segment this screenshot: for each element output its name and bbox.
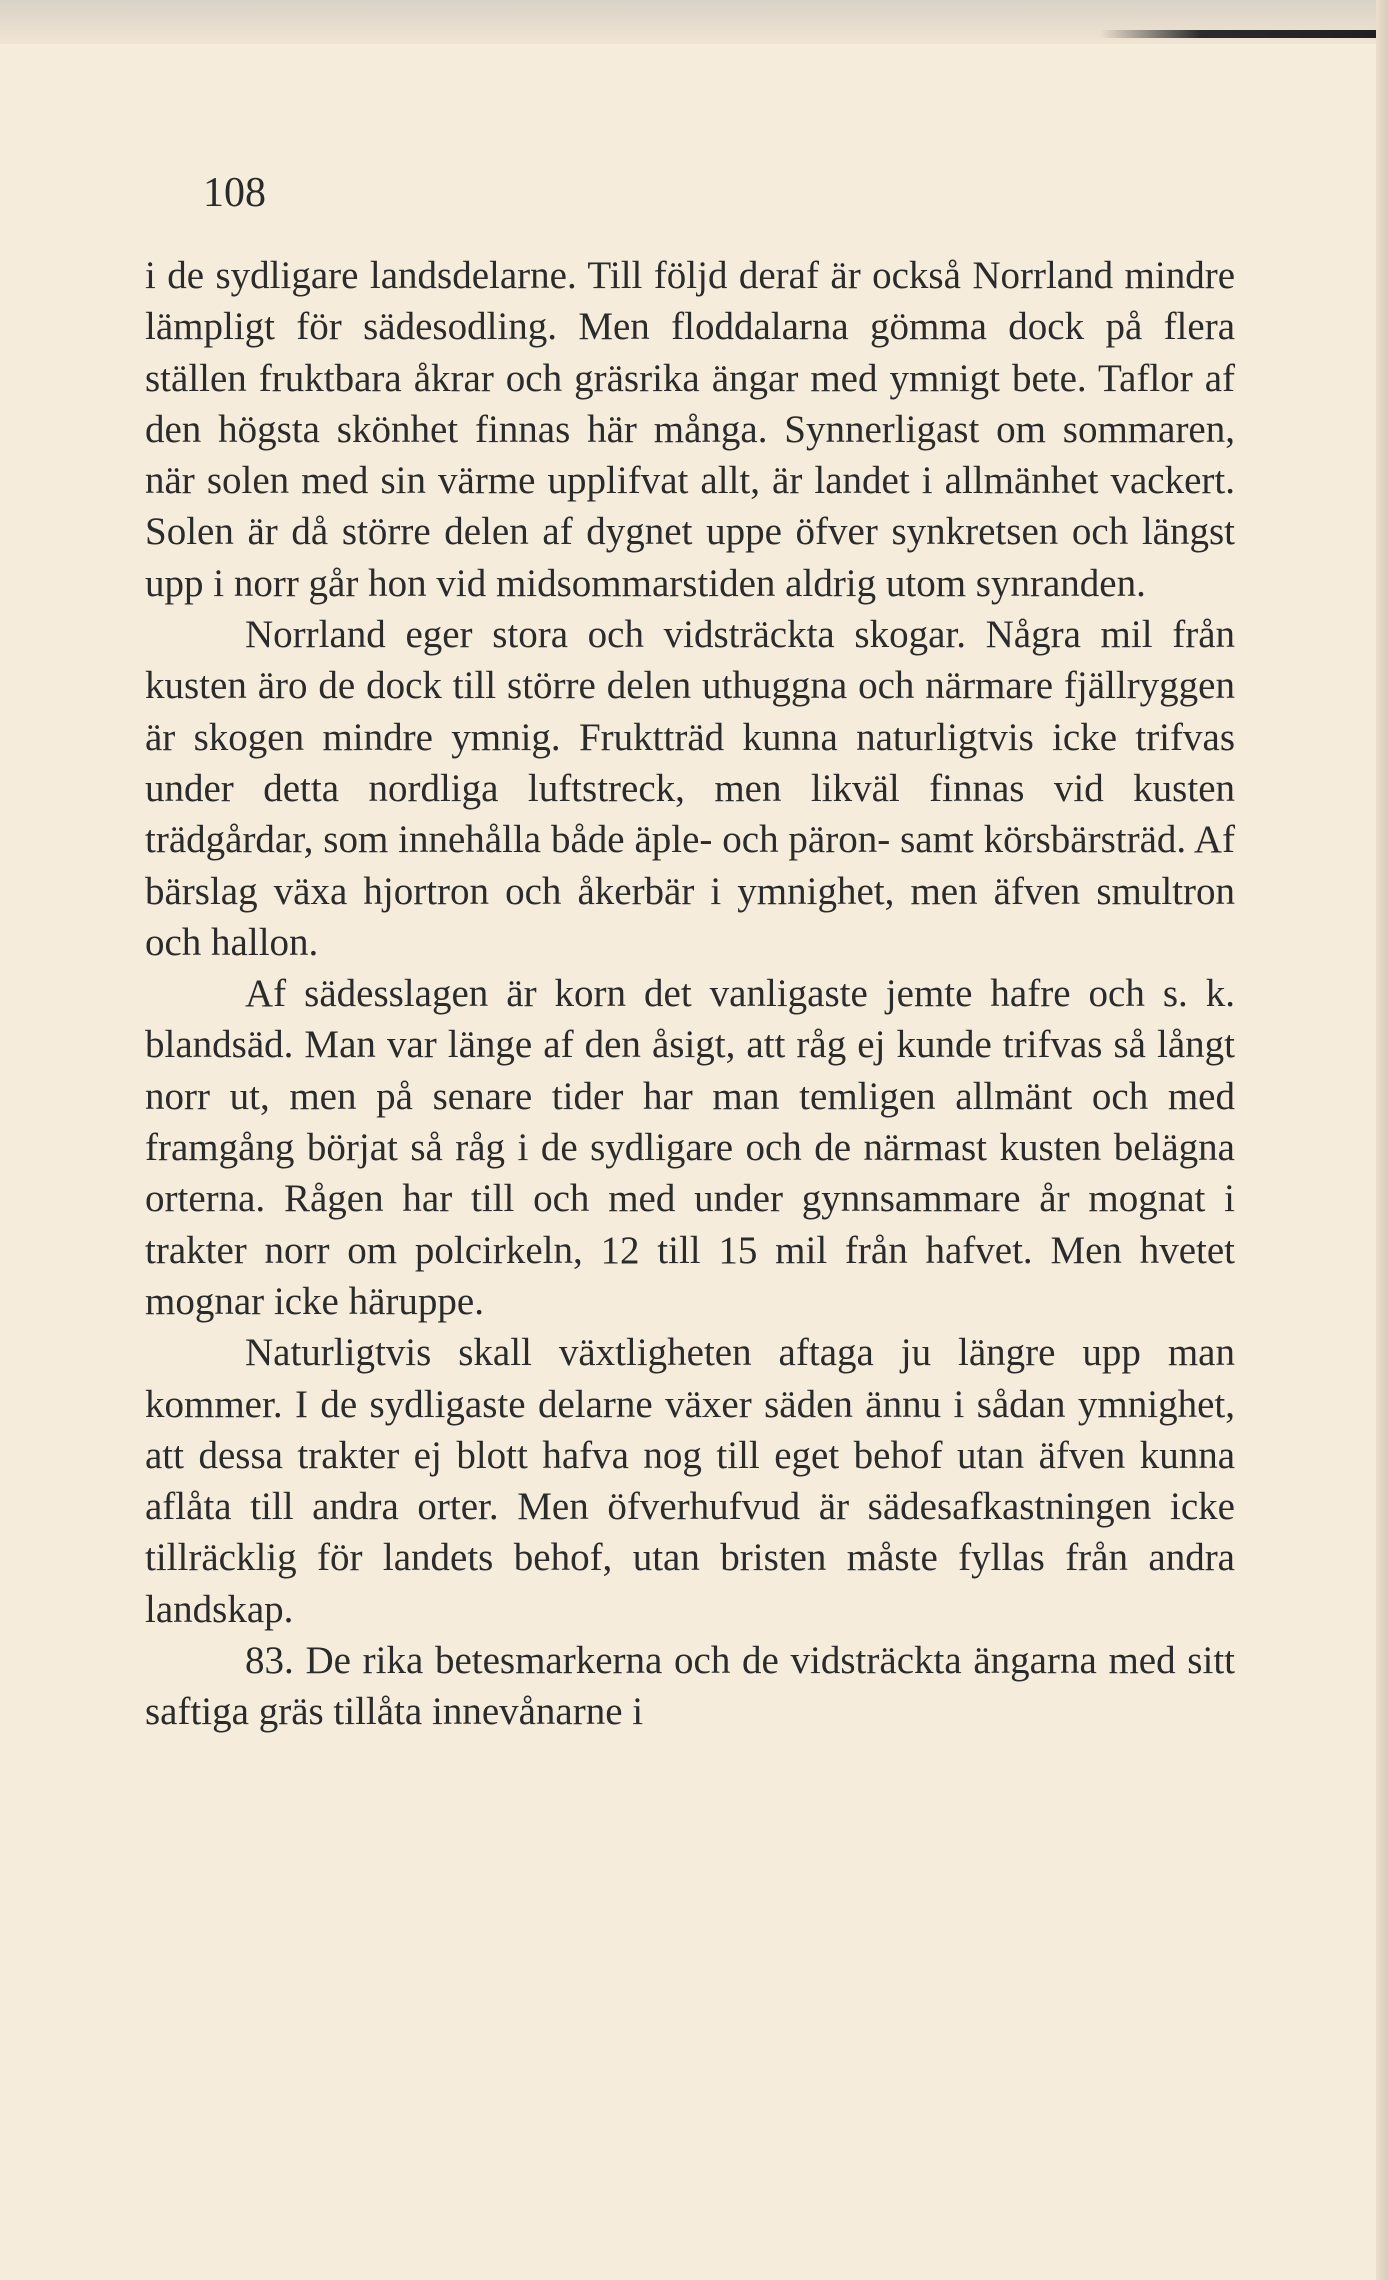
binding-shadow — [1100, 30, 1388, 38]
paragraph-4: Naturligtvis skall växtligheten aftaga ju längre upp man kommer. I de sydligaste delarne växer säden ännu i sådan ymnighet, att dessa trakter ej blott hafva nog till eget behof utan äfven kunna aflåta till andra orter. Men öfverhufvud är sädesafkastningen icke tillräcklig för landets behof, utan bristen måste fyllas från andra landskap. — [145, 1331, 1235, 1631]
paragraph-1: i de sydligare landsdelarne. Till följd deraf är också Norrland mindre lämpligt för sädesodling. Men floddalarna gömma dock på flera ställen fruktbara åkrar och gräsrika ängar med ymnigt bete. Taflor af den högsta skönhet finnas här många. Synnerligast om sommaren, när solen med sin värme upplifvat allt, är landet i allmänhet vackert. Solen är då större delen af dygnet uppe öfver synkretsen och längst upp i norr går hon vid midsommarstiden aldrig utom synranden. — [145, 254, 1235, 605]
body-text — [145, 250, 1235, 1738]
paragraph-3: Af sädesslagen är korn det vanligaste jemte hafre och s. k. blandsäd. Man var länge af den åsigt, att råg ej kunde trifvas så långt norr ut, men på senare tider har man temligen allmänt och med framgång börjat så råg i de sydligare och de närmast kusten belägna orterna. Rågen har till och med under gynnsammare år mognat i trakter norr om polcirkeln, 12 till 15 mil från hafvet. Men hvetet mognar icke häruppe. — [145, 972, 1235, 1323]
page-number: 108 — [203, 170, 266, 216]
page-right-edge — [1376, 0, 1388, 2280]
paragraph-5: 83. De rika betesmarkerna och de vidsträckta ängarna med sitt saftiga gräs tillåta innevånarne i — [145, 1639, 1235, 1734]
paragraph-2: Norrland eger stora och vidsträckta skogar. Några mil från kusten äro de dock till större delen uthuggna och närmare fjällryggen är skogen mindre ymnig. Fruktträd kunna naturligtvis icke trifvas under detta nordliga luftstreck, men likväl finnas vid kusten trädgårdar, som innehålla både äple- och päron- samt körsbärsträd. Af bärslag växa hjortron och åkerbär i ymnighet, men äfven smultron och hallon. — [145, 613, 1235, 964]
